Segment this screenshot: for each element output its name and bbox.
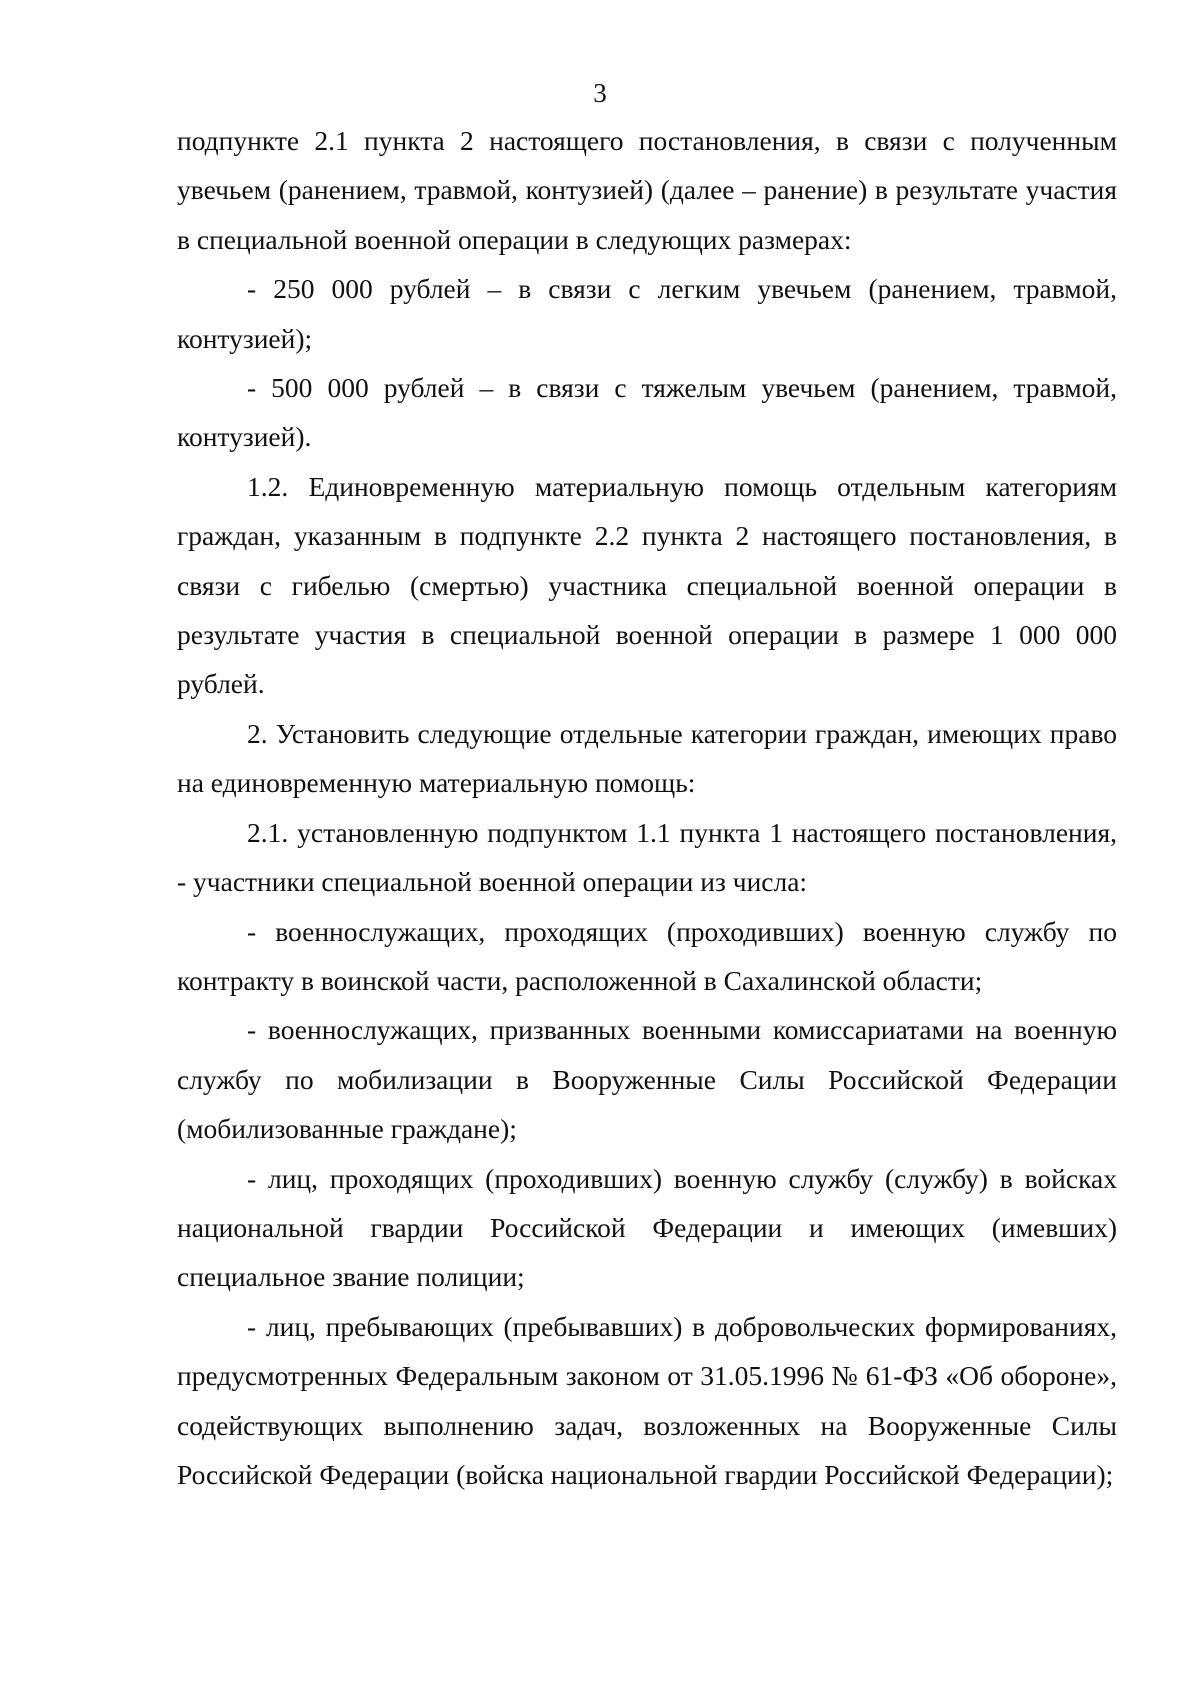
paragraph-item-500000: - 500 000 рублей – в связи с тяжелым увечьем (ранением, травмой, контузией). bbox=[177, 372, 1117, 453]
page-number: 3 bbox=[593, 78, 607, 108]
paragraph-2-1: 2.1. установленную подпунктом 1.1 пункта 1 настоящего постановления, - участники специальной военной операции из числа: bbox=[177, 816, 1117, 898]
paragraph-item-national-guard: - лиц, проходящих (проходивших) военную службу (службу) в войсках национальной гвардии Российской Федерации и имеющих (имевших) специальное звание полиции; bbox=[177, 1162, 1117, 1293]
paragraph-item-250000: - 250 000 рублей – в связи с легким увечьем (ранением, травмой, контузией); bbox=[177, 273, 1117, 354]
paragraph-item-volunteers: - лиц, пребывающих (пребывавших) в добровольческих формированиях, предусмотренных Федеральным законом от 31.05.1996 № 61-ФЗ «Об обороне», содействующих выполнению задач, возложенных на Вооруженные Силы Российской Федерации (войска национальной гвардии Российской Федерации); bbox=[177, 1310, 1117, 1490]
document-body bbox=[177, 116, 1117, 1499]
paragraph-item-mobilized: - военнослужащих, призванных военными комиссариатами на военную службу по мобилизации в Вооруженные Силы Российской Федерации (мобилизованные граждане); bbox=[177, 1014, 1117, 1145]
paragraph-2: 2. Установить следующие отдельные категории граждан, имеющих право на единовременную материальную помощь: bbox=[177, 717, 1117, 799]
paragraph-1-2: 1.2. Единовременную материальную помощь отдельным категориям граждан, указанным в подпункте 2.2 пункта 2 настоящего постановления, в связи с гибелью (смертью) участника специальной военной операции в результате участия в специальной военной операции в размере 1 000 000 рублей. bbox=[177, 470, 1117, 700]
paragraph-item-contract: - военнослужащих, проходящих (проходивших) военную службу по контракту в воинской части, расположенной в Сахалинской области; bbox=[177, 915, 1117, 996]
paragraph-continuation: подпункте 2.1 пункта 2 настоящего постановления, в связи с полученным увечьем (ранением, травмой, контузией) (далее – ранение) в результате участия в специальной военной операции в следующих размерах: bbox=[177, 125, 1117, 255]
